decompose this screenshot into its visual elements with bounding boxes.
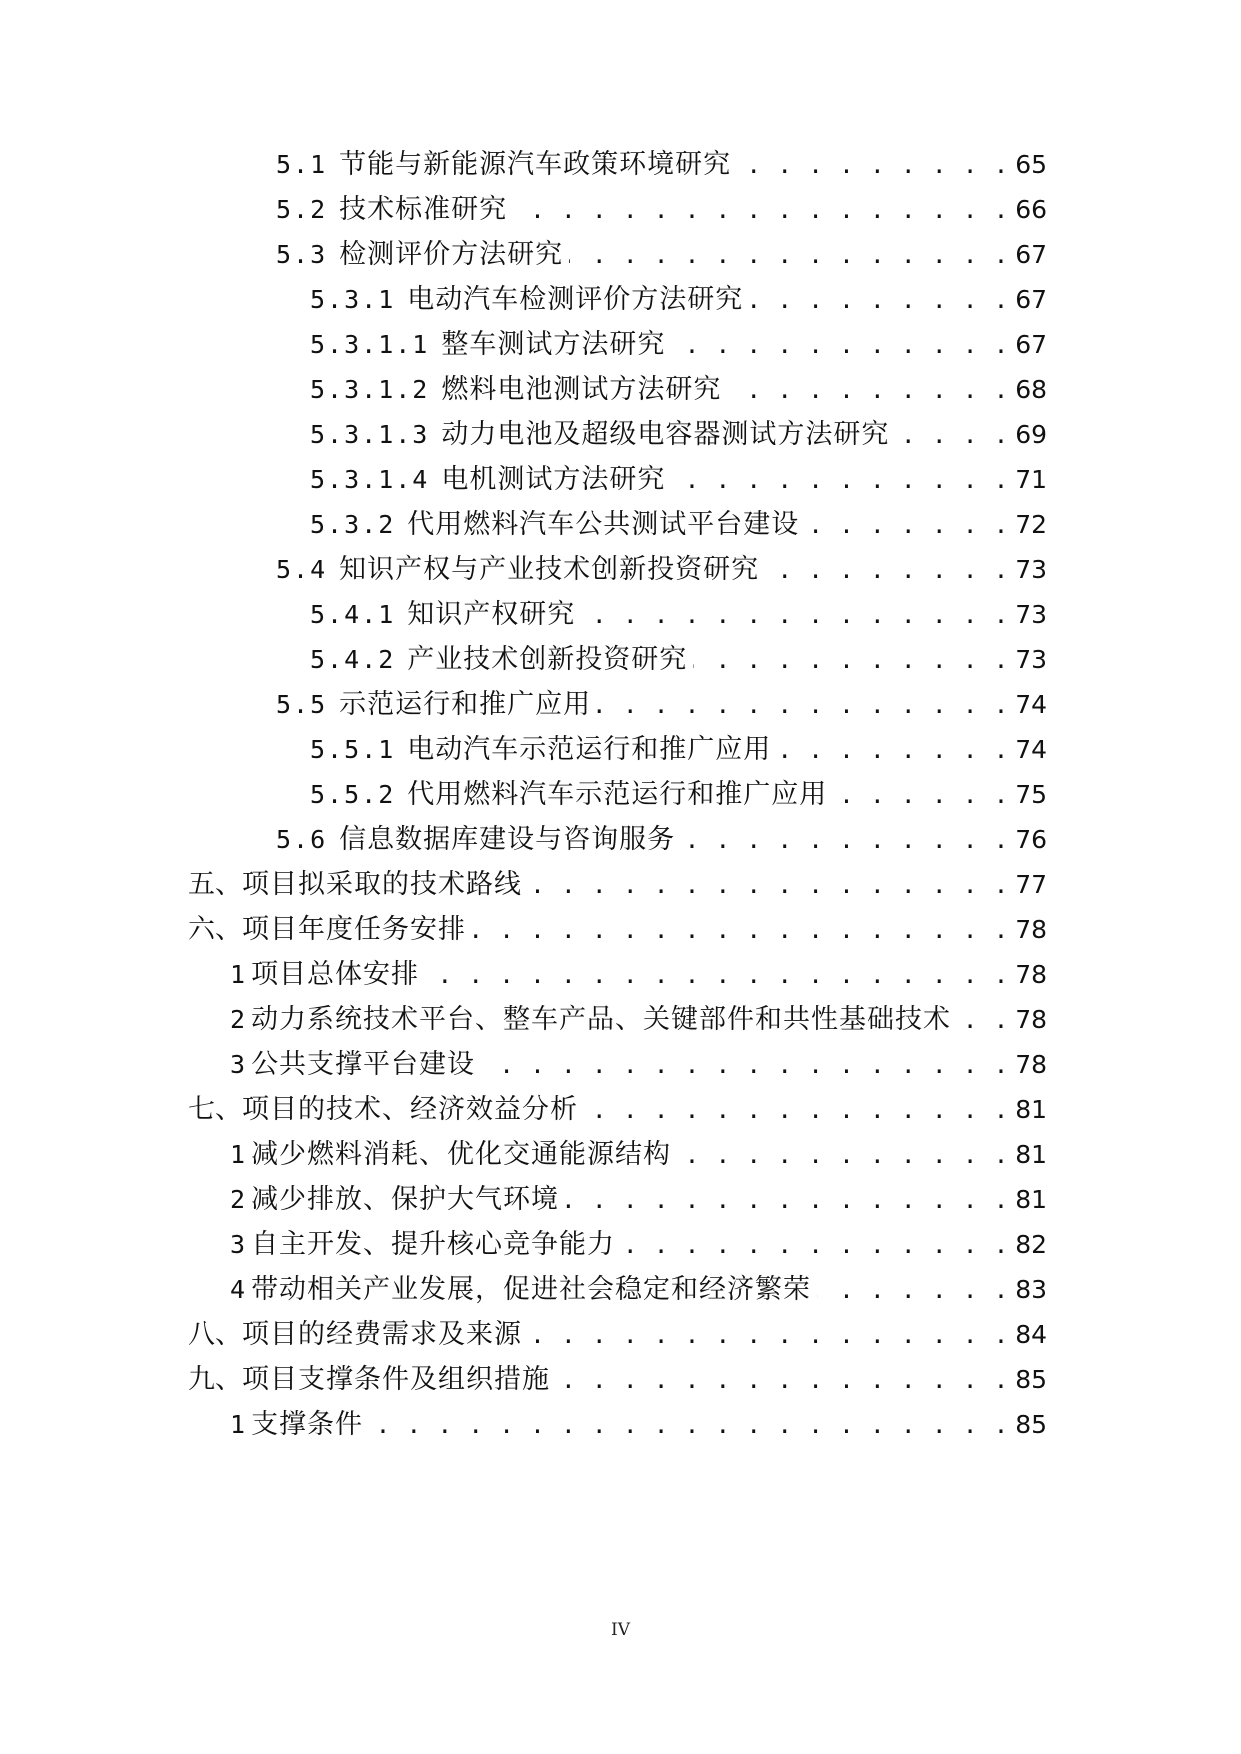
- toc-dot-leader: [581, 595, 1009, 635]
- toc-entry-number: 3: [230, 1050, 246, 1079]
- toc-entry-number: 5.4.1: [310, 600, 396, 629]
- toc-entry-page-number: 73: [1015, 600, 1047, 629]
- toc-entry-number: 5.5: [276, 690, 328, 719]
- toc-dot-leader: [425, 955, 1009, 995]
- toc-dot-leader: [621, 1225, 1009, 1265]
- toc-dot-leader: [765, 550, 1009, 590]
- toc-dot-leader: [472, 910, 1009, 950]
- toc-dot-leader: [727, 370, 1009, 410]
- toc-entry[interactable]: [230, 1180, 1047, 1220]
- toc-entry-title: 项目拟采取的技术路线: [242, 869, 522, 900]
- toc-entry-page-number: 73: [1015, 555, 1047, 584]
- toc-entry-number: 5.3: [276, 240, 328, 269]
- toc-entry-title: 节能与新能源汽车政策环境研究: [339, 149, 732, 180]
- toc-entry-number: 5.5.1: [310, 735, 396, 764]
- toc-entry-page-number: 74: [1015, 735, 1047, 764]
- toc-entry-title: 项目的经费需求及来源: [242, 1319, 522, 1350]
- toc-entry[interactable]: [230, 1135, 1047, 1175]
- toc-entry-number: 3: [230, 1230, 246, 1259]
- toc-entry-page-number: 67: [1015, 330, 1047, 359]
- toc-dot-leader: [749, 280, 1009, 320]
- toc-dot-leader: [693, 640, 1009, 680]
- toc-entry-title: 减少排放、保护大气环境: [251, 1184, 560, 1215]
- toc-entry-number: 5.3.1.4: [310, 465, 430, 494]
- toc-entry-number: 五、: [188, 869, 242, 900]
- toc-entry-page-number: 74: [1015, 690, 1047, 719]
- toc-entry-title: 知识产权与产业技术创新投资研究: [339, 554, 760, 585]
- toc-entry-page-number: 81: [1015, 1140, 1047, 1169]
- toc-entry[interactable]: [276, 190, 1047, 230]
- toc-entry-page-number: 65: [1015, 150, 1047, 179]
- toc-entry-title: 代用燃料汽车示范运行和推广应用: [407, 779, 828, 810]
- toc-entry-title: 项目支撑条件及组织措施: [242, 1364, 550, 1395]
- toc-dot-leader: [584, 1090, 1009, 1130]
- toc-entry[interactable]: [230, 1045, 1047, 1085]
- toc-entry-number: 5.2: [276, 195, 328, 224]
- toc-entry[interactable]: [310, 370, 1047, 410]
- toc-entry[interactable]: [276, 550, 1047, 590]
- toc-dot-leader: [481, 1045, 1009, 1085]
- toc-entry-number: 1: [230, 960, 246, 989]
- toc-entry-title: 电机测试方法研究: [441, 464, 666, 495]
- toc-entry[interactable]: [310, 280, 1047, 320]
- toc-entry-number: 九、: [188, 1364, 242, 1395]
- page-footer-number: IV: [611, 1620, 630, 1640]
- toc-entry-page-number: 85: [1015, 1410, 1047, 1439]
- toc-entry[interactable]: [188, 865, 1047, 905]
- toc-entry-title: 带动相关产业发展，促进社会稳定和经济繁荣: [251, 1274, 812, 1305]
- toc-entry-title: 燃料电池测试方法研究: [441, 374, 722, 405]
- toc-entry-page-number: 78: [1015, 960, 1047, 989]
- toc-dot-leader: [681, 820, 1009, 860]
- toc-dot-leader: [369, 1405, 1009, 1445]
- toc-entry-page-number: 71: [1015, 465, 1047, 494]
- toc-entry-number: 5.5.2: [310, 780, 396, 809]
- toc-dot-leader: [895, 415, 1009, 455]
- toc-entry-title: 减少燃料消耗、优化交通能源结构: [251, 1139, 672, 1170]
- toc-dot-leader: [528, 865, 1009, 905]
- toc-entry[interactable]: [276, 145, 1047, 185]
- toc-entry-number: 1: [230, 1410, 246, 1439]
- toc-entry-title: 项目的技术、经济效益分析: [242, 1094, 578, 1125]
- toc-dot-leader: [817, 1270, 1009, 1310]
- toc-entry-number: 八、: [188, 1319, 242, 1350]
- toc-dot-leader: [513, 190, 1009, 230]
- toc-entry-title: 代用燃料汽车公共测试平台建设: [407, 509, 800, 540]
- toc-entry-page-number: 81: [1015, 1095, 1047, 1124]
- toc-entry-page-number: 66: [1015, 195, 1047, 224]
- toc-entry-number: 5.6: [276, 825, 328, 854]
- toc-entry-number: 2: [230, 1005, 246, 1034]
- toc-entry-title: 产业技术创新投资研究: [407, 644, 688, 675]
- toc-entry[interactable]: [230, 1270, 1047, 1310]
- toc-entry-title: 知识产权研究: [407, 599, 576, 630]
- toc-entry[interactable]: [310, 730, 1047, 770]
- toc-entry[interactable]: [188, 910, 1047, 950]
- toc-entry-number: 5.3.1.2: [310, 375, 430, 404]
- toc-entry[interactable]: [310, 595, 1047, 635]
- toc-entry[interactable]: [276, 820, 1047, 860]
- toc-dot-leader: [671, 460, 1009, 500]
- toc-entry-title: 整车测试方法研究: [441, 329, 666, 360]
- toc-dot-leader: [957, 1000, 1009, 1040]
- toc-entry-number: 5.3.2: [310, 510, 396, 539]
- toc-dot-leader: [833, 775, 1009, 815]
- toc-dot-leader: [777, 730, 1009, 770]
- toc-entry-title: 项目总体安排: [251, 959, 420, 990]
- toc-dot-leader: [597, 685, 1009, 725]
- toc-entry-title: 动力电池及超级电容器测试方法研究: [441, 419, 890, 450]
- toc-entry-title: 技术标准研究: [339, 194, 508, 225]
- toc-entry[interactable]: [310, 775, 1047, 815]
- toc-entry[interactable]: [310, 640, 1047, 680]
- toc-entry-title: 电动汽车示范运行和推广应用: [407, 734, 772, 765]
- toc-entry-page-number: 67: [1015, 285, 1047, 314]
- toc-entry-number: 七、: [188, 1094, 242, 1125]
- toc-entry[interactable]: [188, 1360, 1047, 1400]
- toc-entry-page-number: 78: [1015, 1005, 1047, 1034]
- toc-entry[interactable]: [230, 955, 1047, 995]
- toc-entry-page-number: 77: [1015, 870, 1047, 899]
- toc-entry-title: 检测评价方法研究: [339, 239, 564, 270]
- toc-entry[interactable]: [188, 1315, 1047, 1355]
- toc-entry-number: 1: [230, 1140, 246, 1169]
- toc-entry-number: 5.3.1.1: [310, 330, 430, 359]
- toc-entry-page-number: 73: [1015, 645, 1047, 674]
- toc-entry-page-number: 83: [1015, 1275, 1047, 1304]
- toc-dot-leader: [737, 145, 1009, 185]
- toc-entry[interactable]: [276, 685, 1047, 725]
- toc-entry-page-number: 67: [1015, 240, 1047, 269]
- toc-entry[interactable]: [310, 460, 1047, 500]
- toc-dot-leader: [677, 1135, 1009, 1175]
- toc-dot-leader: [556, 1360, 1009, 1400]
- toc-entry[interactable]: [310, 325, 1047, 365]
- toc-entry-page-number: 76: [1015, 825, 1047, 854]
- toc-entry-page-number: 85: [1015, 1365, 1047, 1394]
- toc-entry-number: 5.1: [276, 150, 328, 179]
- toc-entry-number: 4: [230, 1275, 246, 1304]
- toc-entry-number: 六、: [188, 914, 242, 945]
- toc-entry-number: 5.4: [276, 555, 328, 584]
- toc-entry-number: 5.3.1.3: [310, 420, 430, 449]
- toc-entry[interactable]: [230, 1000, 1047, 1040]
- toc-entry-page-number: 81: [1015, 1185, 1047, 1214]
- toc-entry[interactable]: [188, 1090, 1047, 1130]
- toc-entry-title: 动力系统技术平台、整车产品、关键部件和共性基础技术: [251, 1004, 952, 1035]
- toc-entry-title: 支撑条件: [251, 1409, 364, 1440]
- toc-dot-leader: [528, 1315, 1009, 1355]
- toc-entry-page-number: 68: [1015, 375, 1047, 404]
- toc-dot-leader: [569, 235, 1009, 275]
- toc-entry-page-number: 82: [1015, 1230, 1047, 1259]
- toc-dot-leader: [565, 1180, 1009, 1220]
- toc-entry[interactable]: [310, 415, 1047, 455]
- toc-entry[interactable]: [310, 505, 1047, 545]
- toc-entry-title: 示范运行和推广应用: [339, 689, 592, 720]
- toc-entry-number: 5.4.2: [310, 645, 396, 674]
- toc-entry-title: 公共支撑平台建设: [251, 1049, 476, 1080]
- toc-entry[interactable]: [276, 235, 1047, 275]
- toc-entry-number: 5.3.1: [310, 285, 396, 314]
- toc-entry-title: 电动汽车检测评价方法研究: [407, 284, 744, 315]
- toc-entry[interactable]: [230, 1225, 1047, 1265]
- toc-entry-page-number: 69: [1015, 420, 1047, 449]
- toc-entry-page-number: 72: [1015, 510, 1047, 539]
- toc-entry-title: 信息数据库建设与咨询服务: [339, 824, 676, 855]
- toc-entry-page-number: 84: [1015, 1320, 1047, 1349]
- toc-entry-number: 2: [230, 1185, 246, 1214]
- toc-entry[interactable]: [230, 1405, 1047, 1445]
- toc-entry-page-number: 78: [1015, 1050, 1047, 1079]
- toc-entry-title: 自主开发、提升核心竞争能力: [251, 1229, 616, 1260]
- toc-dot-leader: [805, 505, 1009, 545]
- toc-entry-page-number: 75: [1015, 780, 1047, 809]
- toc-entry-page-number: 78: [1015, 915, 1047, 944]
- toc-dot-leader: [671, 325, 1009, 365]
- toc-entry-title: 项目年度任务安排: [242, 914, 466, 945]
